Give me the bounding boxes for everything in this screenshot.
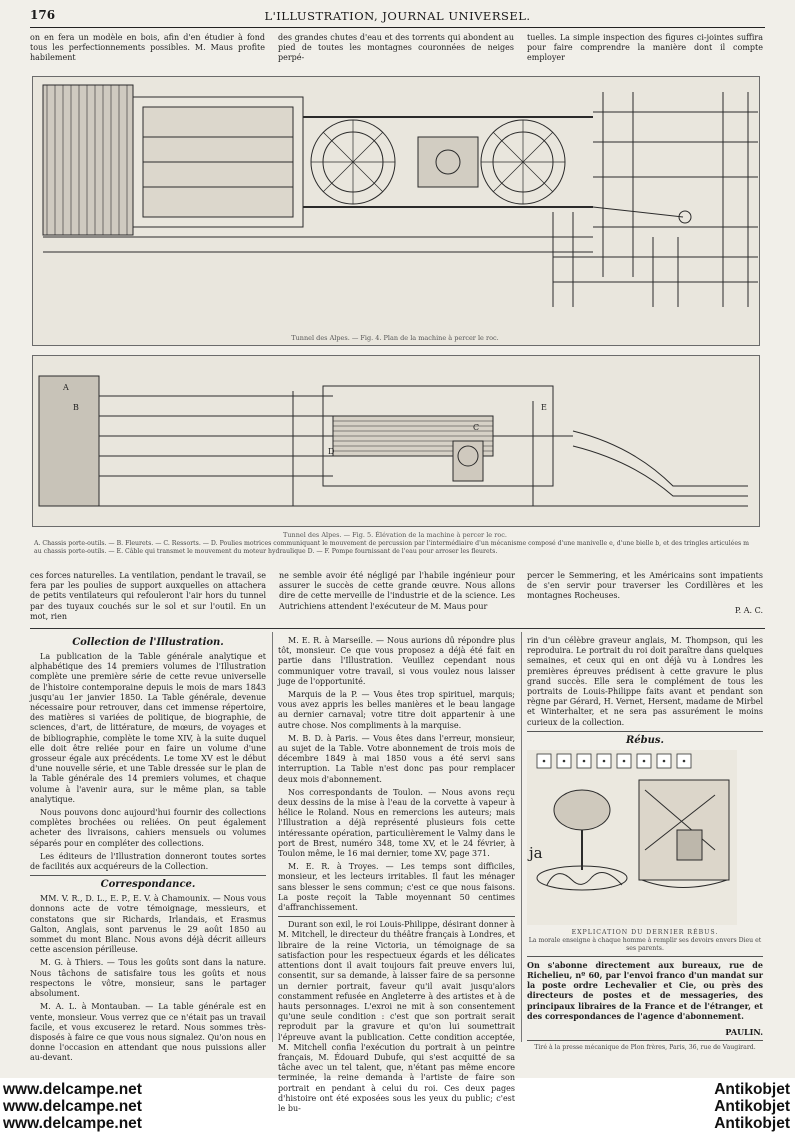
reply-marquis: Marquis de la P. — Vous êtes trop spirituel, marquis; vous avez appris les belles manières et le beau langage au dernier carnaval; votre titre doit appartenir à une autre chose. Nos compliments à la marquise. bbox=[278, 690, 515, 730]
subscription-notice: On s'abonne directement aux bureaux, rue de Richelieu, nº 60, par l'envoi franco d'un mandat sur la poste ordre Lechevalier et Cie, ou près des directeurs de postes et de messageries, des principaux libraires de la France et de l'étranger, et des correspondances de l'agence d'abonnement. bbox=[527, 959, 763, 1021]
correspondance-paragraph-3: M. A. L. à Montauban. — La table générale est en vente, monsieur. Vous verrez que ce n'était pas un travail facile, et vous excuserez le retard. Nous sommes très-disposés à faire ce que vous nous signalez. Qu'on nous en donne l'occasion en attendant que nous puissions aller au-devant. bbox=[30, 1002, 266, 1063]
top-text-right: tuelles. La simple inspection des figures ci-jointes suffira pour faire comprendre la manière dont il compte employer bbox=[527, 33, 763, 63]
fig5-letter-e: E bbox=[541, 403, 547, 412]
reply-marseille: M. E. R. à Marseille. — Nous aurions dû répondre plus tôt, monsieur. Ce que vous proposez a déjà été fait en partie dans l'Illustration. Veuillez cependant nous communiquer votre travail, si vous voulez nous laisser juge de l'opportunité. bbox=[278, 636, 515, 686]
collection-paragraph-1: La publication de la Table générale analytique et alphabétique des 14 premiers volumes de l'Illustration complète une première série de cette revue universelle de l'histoire contemporaine depuis le mois de mars 1843 jusqu'au 1er janvier 1850. La Table générale, devenue nécessaire pour retrouver, dans cet immense répertoire, des matières si variées de politique, de biographie, de sciences, d'art, de littérature, de mœurs, de voyages et de bibliographie, complète le tome XIV, à la suite duquel elle doit être reliée pour en faire un volume d'une grosseur égale aux précédents. Le tome XV est le début d'une nouvelle série, et une Table dressée sur le plan de la Table générale des 14 premiers volumes, et chaque volume à l'avenir aura, sur le même plan, sa table analytique. bbox=[30, 652, 266, 804]
figure-legend: A. Chassis porte-outils. — B. Fleurets. — C. Ressorts. — D. Poulies motrices communiquant le mouvement de percussion par l'intermédiaire d'un mécanisme composé d'une manivelle e, d'une bielle b, et des tringles articulées m au chassis porte-outils. — E. Câble qui transmet le mouvement du moteur hydraulique D. — F. Pompe fournissant de l'eau pour arroser les fleurets. bbox=[34, 540, 750, 555]
louis-philippe-article: Durant son exil, le roi Louis-Philippe, désirant donner à M. Mitchell, le directeur du théâtre français à Londres, et libraire de la reine Victoria, un témoignage de sa satisfaction pour les respectueux égards et les délicates attentions dont il avait toujours fait preuve envers lui, consentit, sur sa demande, à laisser faire de sa personne un dernier portrait, faveur qu'il avait jusqu'alors constamment refusée en Angleterre à des artistes et à de hauts personnages. L'exroi ne mit à son consentement qu'une seule condition : c'est que son portrait serait reproduit par la gravure et qu'on lui soumettrait l'épreuve avant la publication. Cette condition acceptée, M. Mitchell confia l'exécution du portrait à un peintre français, M. Édouard Dubufe, qui s'est acquitté de sa tâche avec un tel talent, que, n'étant pas même encore terminée, la reine demanda à l'artiste de faire son portrait en pendant à celui du roi. Ces deux pages d'histoire ont été exposées sous les yeux du public; c'est le bu- bbox=[278, 920, 515, 1113]
publisher-signature: PAULIN. bbox=[725, 1027, 763, 1038]
collection-title: Collection de l'Illustration. bbox=[72, 637, 224, 648]
page-number: 176 bbox=[30, 8, 56, 22]
watermark-brand-2: Antikobjet bbox=[714, 1098, 790, 1115]
top-text-left: on en fera un modèle en bois, afin d'en étudier à fond tous les perfectionnements possibles. M. Maus profite habilement bbox=[30, 33, 265, 63]
right-divider-rule bbox=[527, 731, 763, 732]
figure-5-caption: Tunnel des Alpes. — Fig. 5. Élévation de la machine à percer le roc. bbox=[283, 531, 507, 539]
page-header bbox=[30, 6, 765, 28]
correspondance-paragraph-2: M. G. à Thiers. — Tous les goûts sont dans la nature. Nous tâchons de satisfaire tous les goûts et nous respectons le vôtre, monsieur, sans le partager absolument. bbox=[30, 958, 266, 999]
middle-column bbox=[278, 636, 515, 1113]
fig5-letter-b: B bbox=[73, 403, 79, 412]
watermark-brand-3: Antikobjet bbox=[714, 1115, 790, 1132]
rebus-text-ja: ja bbox=[529, 843, 543, 862]
column-rule-1 bbox=[272, 632, 273, 1042]
figure-4-caption: Tunnel des Alpes. — Fig. 4. Plan de la machine à percer le roc. bbox=[291, 334, 499, 342]
right-column bbox=[527, 636, 763, 1052]
watermark-url-1: www.delcampe.net bbox=[3, 1081, 142, 1098]
watermark-brand-1: Antikobjet bbox=[714, 1081, 790, 1098]
watermark-url-2: www.delcampe.net bbox=[3, 1098, 142, 1115]
correspondance-title: Correspondance. bbox=[100, 879, 196, 891]
mid-text-middle: ne semble avoir été négligé par l'habile ingénieur pour assurer le succès de cette grande œuvre. Nous allons dire de cette merveille de l'industrie et de la science. Les Autrichiens attendent l'exécuteur de M. Maus pour bbox=[279, 571, 515, 611]
reply-toulon: Nos correspondants de Toulon. — Nous avons reçu deux dessins de la mise à l'eau de la corvette à vapeur à hélice le Roland. Nous en remercions les auteurs; mais l'Illustration a déjà représenté plusieurs fois cette intéressante opération, particulièrement le Valmy dans le port de Brest, numéro 348, tome XV, et le 24 février, à Toulon même, le 16 mai dernier, tome XV, page 371. bbox=[278, 787, 515, 859]
figure-5-elevation-drawing bbox=[32, 355, 760, 527]
portrait-article-continued: rin d'un célèbre graveur anglais, M. Thompson, qui les reproduira. Le portrait du roi doit paraître dans quelques semaines, et ceux qui en ont déjà vu à Londres les premières épreuves prédisent à cette gravure le plus grand succès. Elle sera le complément de tous les portraits de Louis-Philippe faits avant et pendant son règne par Gérard, H. Vernet, Hersent, madame de Mirbel et Winterhalter, et ne sera pas assurément le moins curieux de la collection. bbox=[527, 636, 763, 727]
fig5-letter-d: D bbox=[328, 447, 335, 456]
rebus-explication-title: EXPLICATION DU DERNIER RÉBUS. bbox=[571, 928, 719, 936]
reply-paris: M. B. D. à Paris. — Vous êtes dans l'erreur, monsieur, au sujet de la Table. Votre abonnement de trois mois de décembre 1849 à mai 1850 vous a été servi sans interruption. La Table n'est donc pas pour remplacer deux mois d'abonnement. bbox=[278, 733, 515, 784]
collection-paragraph-3: Les éditeurs de l'Illustration donneront toutes sortes de facilités aux acquéreurs de la Collection. bbox=[30, 851, 266, 872]
correspondance-paragraph-1: MM. V. R., D. L., E. P., E. V. à Chamounix. — Nous vous donnons acte de votre témoignage, messieurs, et constatons que sir Richards, Irlandais, et Erasmus Galton, Anglais, sont parvenus le 29 août 1850 au sommet du mont Blanc. Nous avons déjà décrit ailleurs cette ascension périlleuse. bbox=[30, 894, 266, 955]
fig5-letter-c: C bbox=[473, 423, 480, 432]
mid-text-right-block bbox=[527, 571, 763, 623]
middle-divider-rule bbox=[278, 916, 515, 917]
section-divider bbox=[30, 628, 765, 629]
printer-imprint: Tiré à la presse mécanique de Plon frères, Paris, 36, rue de Vaugirard. bbox=[534, 1044, 756, 1052]
rebus-title: Rébus. bbox=[625, 734, 665, 746]
rebus-explication: La morale enseigne à chaque homme à remplir ses devoirs envers Dieu et ses parents. bbox=[528, 936, 762, 952]
right-divider-rule-3 bbox=[527, 1040, 763, 1041]
watermark-url-3: www.delcampe.net bbox=[3, 1115, 142, 1132]
divider-rule bbox=[30, 875, 266, 876]
mid-text-right: percer le Semmering, et les Américains sont impatients de s'en servir pour traverser les Cordillères et les montagnes Rocheuses. bbox=[527, 571, 763, 601]
mid-text-left: ces forces naturelles. La ventilation, pendant le travail, se fera par les poulies de support auxquelles on attachera de petits ventilateurs qui refouleront l'air hors du tunnel par des tuyaux couchés sur le sol et sur l'outil. En un mot, rien bbox=[30, 571, 266, 621]
left-column bbox=[30, 634, 266, 1063]
column-rule-2 bbox=[521, 632, 522, 1042]
article-signature: P. A. C. bbox=[734, 605, 763, 615]
figure-4-plan-drawing bbox=[32, 76, 760, 346]
fig5-letter-a: A bbox=[63, 383, 69, 392]
rebus-illustration bbox=[527, 750, 737, 925]
reply-troyes: M. E. R. à Troyes. — Les temps sont difficiles, monsieur, et les lecteurs irritables. Il faut les ménager sans blesser le sens commun; c'est ce que nous faisons. La poste reçoit la Table moyennant 50 centimes d'affranchissement. bbox=[278, 862, 515, 913]
right-divider-rule-2 bbox=[527, 956, 763, 957]
collection-paragraph-2: Nous pouvons donc aujourd'hui fournir des collections complètes brochées ou reliées. On peut également acheter des livraisons, cahiers mensuels ou volumes séparés pour en compléter des collections. bbox=[30, 808, 266, 848]
top-text-middle: des grandes chutes d'eau et des torrents qui abondent au pied de toutes les montagnes couronnées de neiges perpé- bbox=[278, 33, 514, 63]
journal-title: L'ILLUSTRATION, JOURNAL UNIVERSEL. bbox=[264, 9, 531, 23]
